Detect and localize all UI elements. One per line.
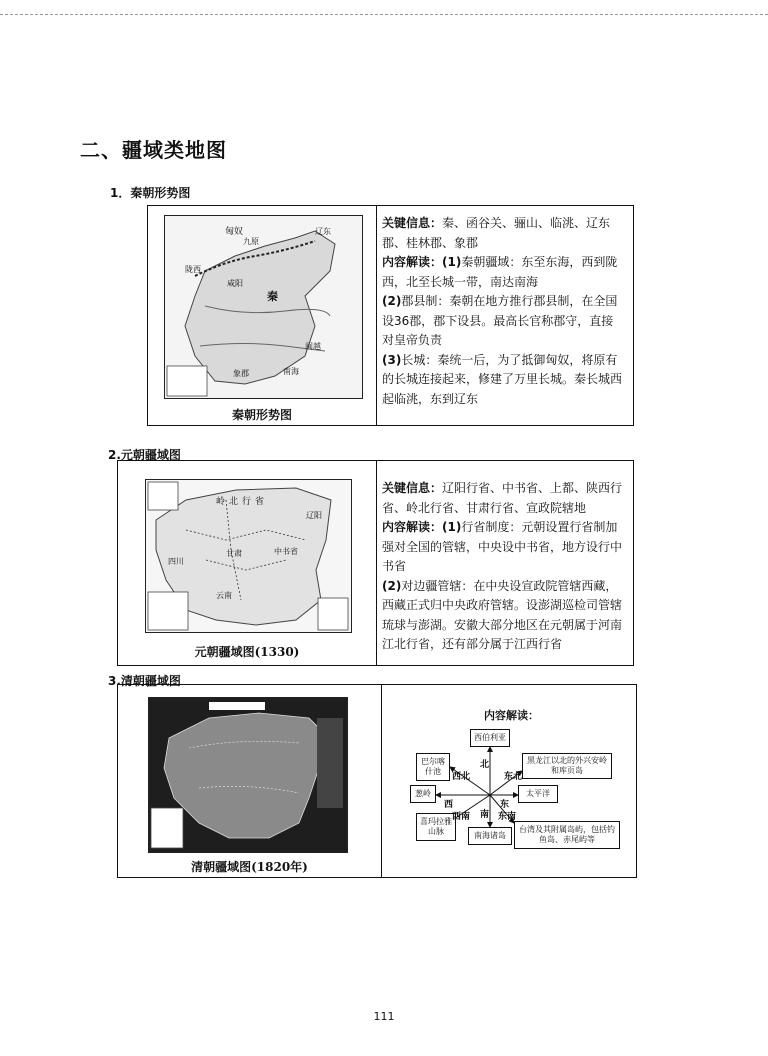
page-heading: 二、疆域类地图 (80, 138, 227, 162)
box-northeast: 黑龙江以北的外兴安岭和库页岛 (522, 753, 612, 779)
qing-map-caption: 清朝疆域图(1820年) (191, 860, 308, 874)
box-north: 西伯利亚 (470, 729, 510, 747)
top-border (0, 14, 768, 15)
box-west: 葱岭 (410, 785, 436, 803)
yuan-label-yunnan: 云南 (216, 591, 232, 600)
qin-label-longxi: 陇西 (185, 265, 201, 274)
section-2-table (117, 460, 634, 666)
qin-label-minyue: 闽越 (305, 342, 321, 351)
qin-label-xiongnu: 匈奴 (225, 227, 244, 237)
section-2-text: 关键信息：辽阳行省、中书省、上都、陕西行省、岭北行省、甘肃行省、宣政院辖地 内容解读：(1)行省制度：元朝设置行省制加强对全国的管辖，中央设中书省，地方设行中书省 (2)对边疆管辖：在中央设宣政院管辖西藏，西藏正式归中央政府管辖。设澎湖巡检司管辖琉球与澎湖。安徽大部分地区在元朝属于河南江北行省，还有部分属于江西行省 (382, 481, 623, 651)
yuan-map (145, 479, 352, 633)
section-1-text: 关键信息：秦、函谷关、骊山、临洮、辽东郡、桂林郡、象郡 内容解读：(1)秦朝疆域：东至东海，西到陇西，北至长城一带，南达南海 (2)郡县制：秦朝在地方推行郡县制，在全国设36郡，郡下设县。最高长官称郡守，直接对皇帝负责 (3)长城：秦统一后，为了抵御匈奴，将原有的长城连接起来，修建了万里长城。秦长城西起临洮，东到辽东 (382, 216, 623, 406)
qin-label-liaodong: 辽东 (315, 227, 331, 236)
dir-southwest: 西南 (452, 812, 471, 822)
qin-map-caption: 秦朝形势图 (231, 408, 292, 422)
yuan-map-caption: 元朝疆域图(1330) (194, 645, 300, 659)
dir-northwest: 西北 (452, 772, 471, 782)
yuan-label-zhongshu: 中书省 (274, 547, 298, 556)
section-2-title: 2.元朝疆域图 (108, 448, 181, 462)
yuan-label-gansu: 甘肃 (226, 549, 242, 558)
diagram-title: 内容解读： (484, 709, 539, 722)
qin-map (164, 215, 363, 399)
page-number: 111 (373, 1010, 395, 1023)
section-1-title: 1．秦朝形势图 (110, 186, 191, 200)
qin-label-jiuyuan: 九原 (243, 237, 259, 246)
box-southeast: 台湾及其附属岛屿，包括钓鱼岛、赤尾屿等 (514, 821, 620, 849)
qin-map-drawing (165, 216, 362, 398)
dir-west: 西 (444, 800, 454, 810)
box-south: 南海诸岛 (468, 827, 512, 845)
dir-northeast: 东北 (504, 772, 523, 782)
yuan-label-sichuan: 四川 (168, 557, 184, 566)
qin-label-nanhai: 南海 (283, 367, 299, 376)
dir-southeast: 东南 (498, 812, 517, 822)
qin-label-qin: 秦 (267, 290, 278, 303)
section-1-table (147, 205, 634, 426)
qing-territory-diagram (388, 685, 632, 877)
section-3-table (117, 684, 637, 878)
box-southwest: 喜玛拉雅山脉 (416, 813, 456, 841)
box-east: 太平洋 (518, 785, 558, 803)
dir-north: 北 (480, 760, 490, 770)
dir-east: 东 (500, 800, 510, 810)
dir-south: 南 (480, 810, 490, 820)
qin-label-xiangjun: 象郡 (233, 369, 249, 378)
section-3-title: 3.清朝疆域图 (108, 674, 181, 688)
yuan-label-lingbei: 岭北行省 (216, 497, 269, 507)
qing-map-drawing (149, 698, 347, 852)
box-northwest: 巴尔喀什池 (416, 753, 450, 781)
qin-label-xianyang: 咸阳 (227, 279, 243, 288)
qing-map (148, 697, 348, 853)
yuan-label-liaoyang: 辽阳 (306, 511, 322, 520)
